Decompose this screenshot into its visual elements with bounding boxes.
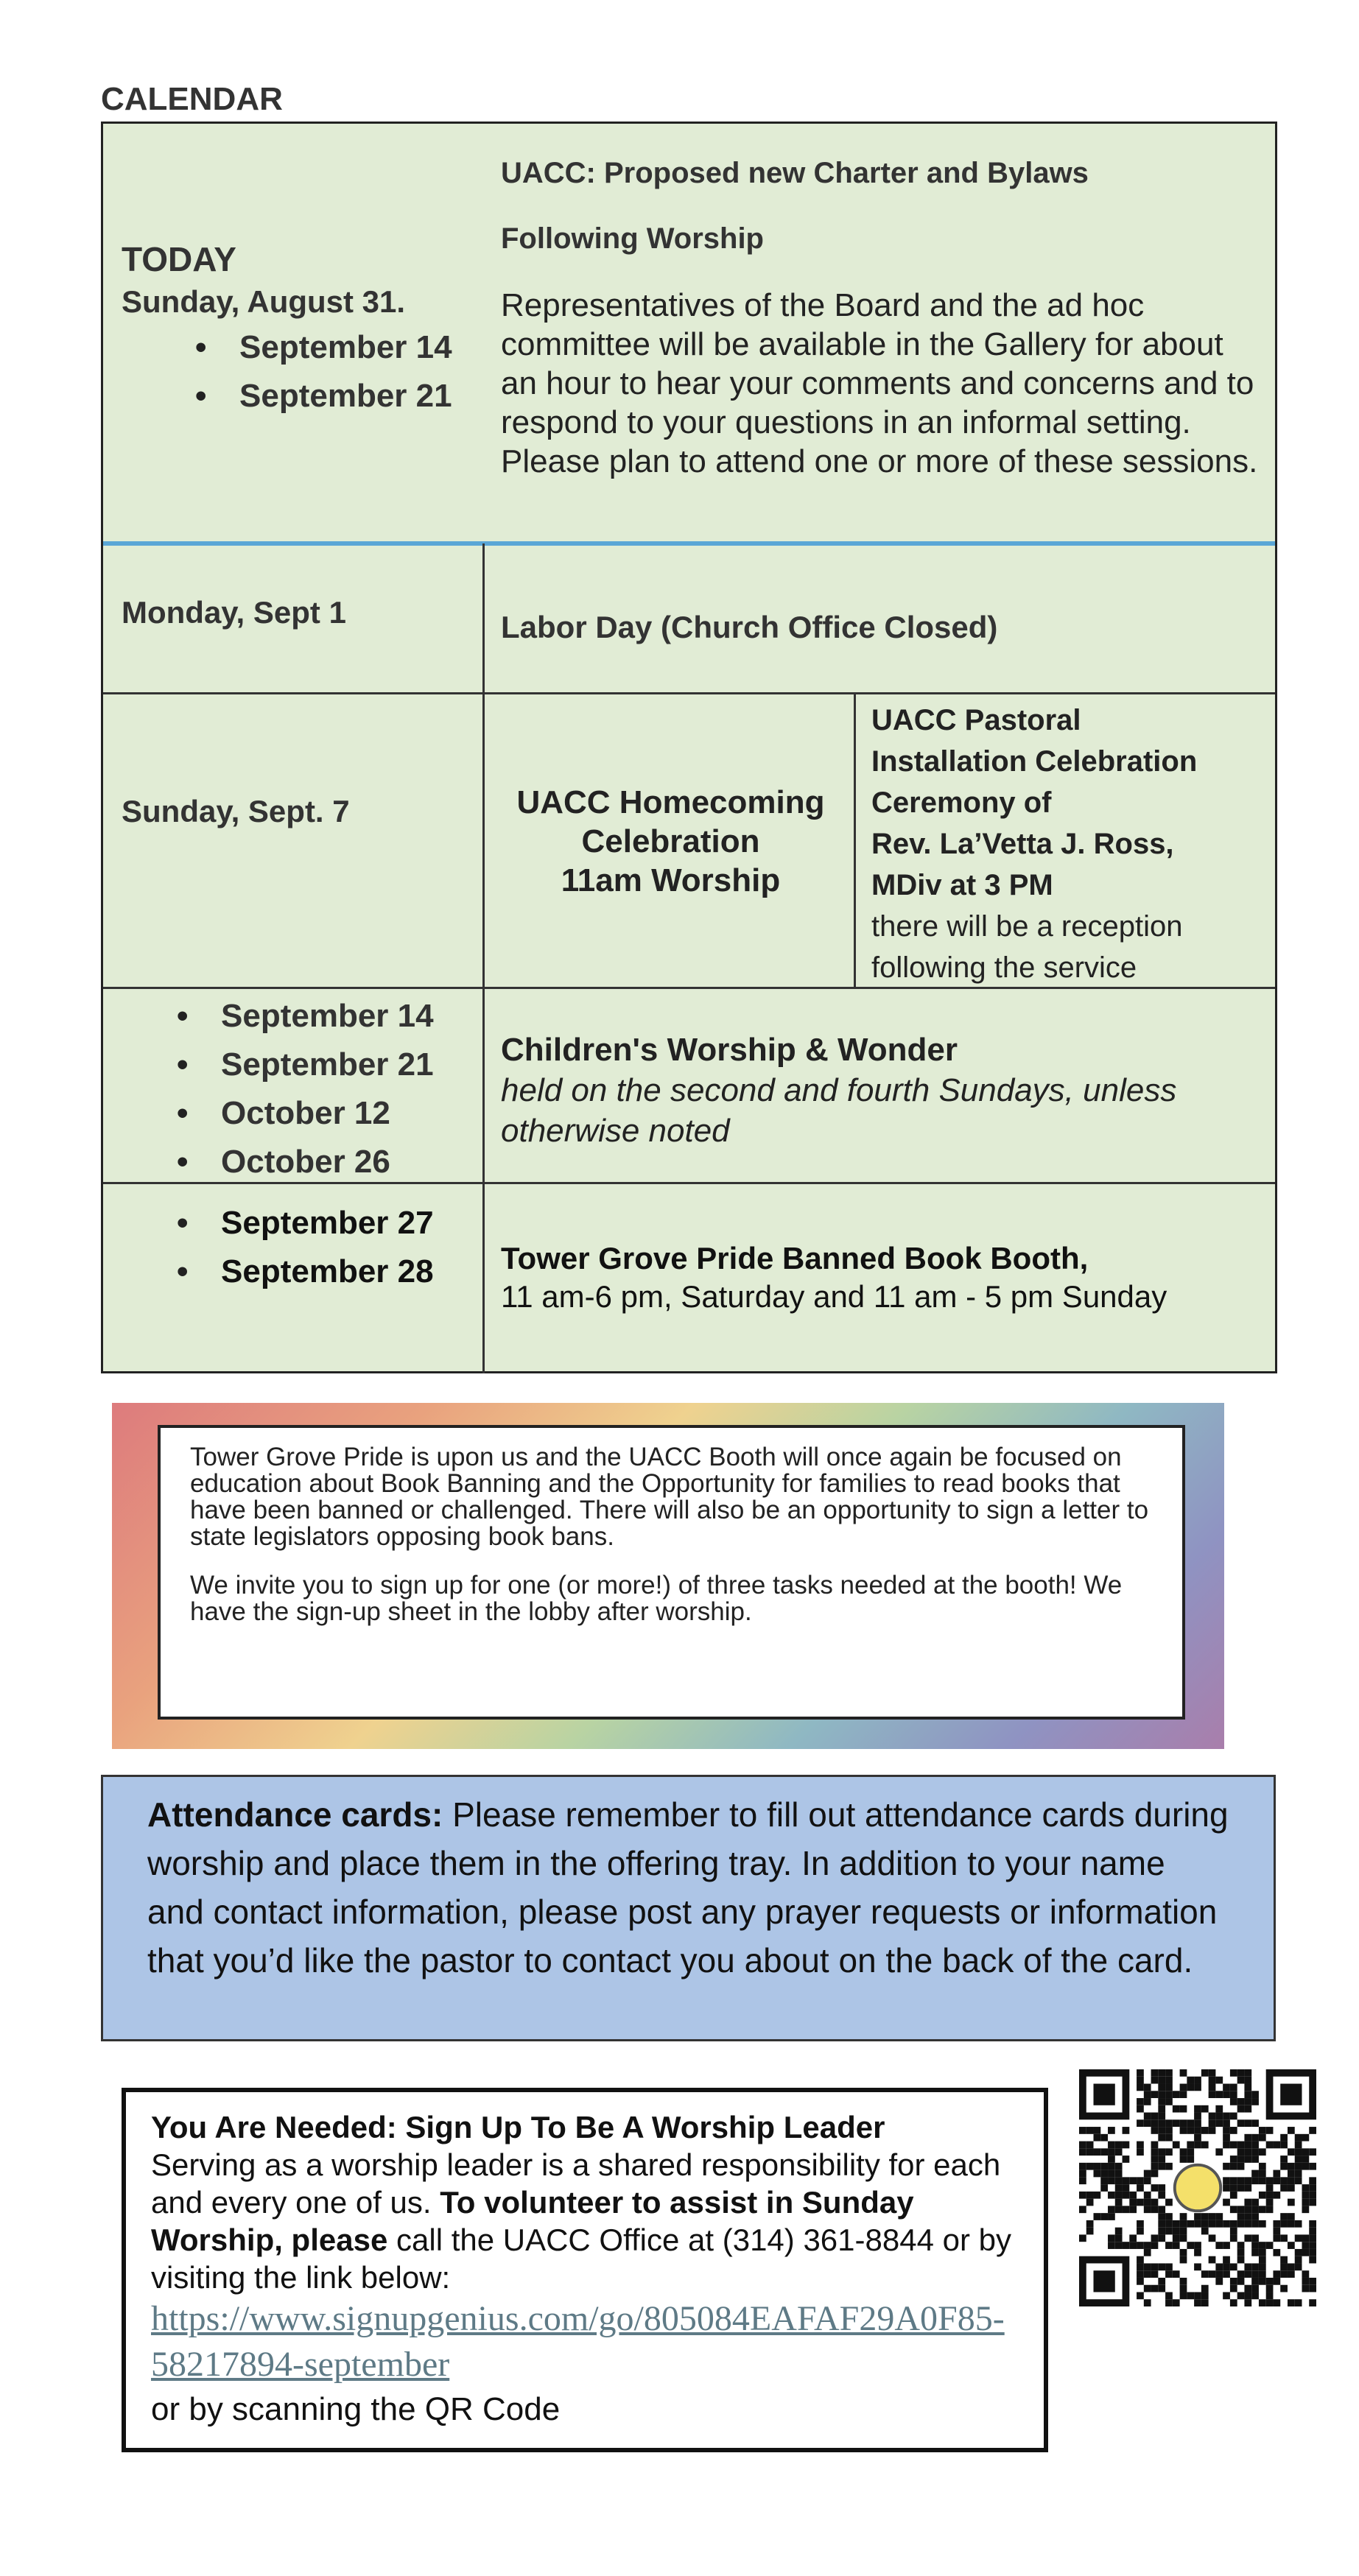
- installation-line: Installation Celebration: [871, 745, 1198, 778]
- calendar-table: [101, 122, 1277, 1373]
- pride-message-box: [158, 1425, 1185, 1720]
- installation-line: Ceremony of: [871, 786, 1052, 819]
- pride-paragraph: We invite you to sign up for one (or more!) of three tasks needed at the booth! We have the sign-up sheet in the lobby after worship.: [190, 1571, 1123, 1626]
- installation-line: UACC Pastoral: [871, 704, 1081, 736]
- charter-subtitle: Following Worship: [501, 222, 764, 255]
- list-item: • September 21: [103, 1041, 480, 1089]
- pride-booth-title: Tower Grove Pride Banned Book Booth,: [501, 1241, 1089, 1275]
- list-item: • September 14: [122, 323, 519, 372]
- list-item: • October 26: [103, 1138, 480, 1186]
- homecoming-line: 11am Worship: [561, 862, 781, 898]
- row4-date-cell: [103, 989, 480, 1186]
- row3-date: Sunday, Sept. 7: [122, 794, 350, 828]
- qr-code-graphic: [1079, 2069, 1316, 2306]
- pride-paragraph: Tower Grove Pride is upon us and the UACC Booth will once again be focused on education about Book Banning and the Opportunity for families to read books that have been banned or challenged. There will also be an opportunity to sign a letter to state legislators opposing book bans.: [190, 1443, 1149, 1551]
- worship-leader-text: call the UACC Office at (314) 361-8844 or by visiting the link below:: [151, 2223, 1011, 2295]
- installation-note: following the service: [871, 951, 1137, 984]
- calendar-heading: CALENDAR: [101, 81, 283, 117]
- homecoming-line: UACC Homecoming: [516, 784, 825, 820]
- pride-banner: [112, 1403, 1224, 1749]
- list-item: • October 12: [103, 1089, 480, 1138]
- list-item: • September 28: [103, 1247, 480, 1296]
- pride-booth-hours: 11 am-6 pm, Saturday and 11 am - 5 pm Sunday: [501, 1279, 1167, 1314]
- row5-date-cell: [103, 1199, 480, 1296]
- row4-event-cell: [501, 1030, 1260, 1151]
- worship-leader-text: Serving as a worship leader is a shared responsibility for each and every one of us.: [151, 2147, 1001, 2220]
- childrens-worship-title: Children's Worship & Wonder: [501, 1032, 958, 1068]
- worship-leader-bold: To volunteer to assist in Sunday Worship, please: [151, 2185, 914, 2257]
- row2-date: Monday, Sept 1: [122, 595, 346, 630]
- attendance-text: Please remember to fill out attendance cards during worship and place them in the offering tray. In addition to your name and contact information, please post any prayer requests or information that you’d like the pastor to contact you about on the back of the card.: [147, 1795, 1229, 1979]
- today-label: TODAY: [122, 240, 236, 278]
- list-item: • September 14: [103, 992, 480, 1041]
- list-item: • September 27: [103, 1199, 480, 1247]
- charter-body: Representatives of the Board and the ad hoc committee will be available in the Gallery for about an hour to hear your comments and concerns and to respond to your questions in an informal setting. Please plan to attend one or more of these sessions.: [501, 287, 1258, 479]
- worship-leader-box: [122, 2088, 1048, 2452]
- attendance-box: [101, 1775, 1276, 2041]
- row2-event: Labor Day (Church Office Closed): [501, 610, 998, 644]
- childrens-worship-note: held on the second and fourth Sundays, unless otherwise noted: [501, 1072, 1177, 1149]
- row4-divider: [103, 1182, 1275, 1184]
- charter-title: UACC: Proposed new Charter and Bylaws: [501, 157, 1089, 189]
- row1-divider: [103, 541, 1275, 546]
- worship-leader-body: [151, 2146, 1019, 2296]
- row2-divider: [103, 692, 1275, 694]
- installation-cell: [871, 700, 1269, 988]
- homecoming-line: Celebration: [581, 823, 760, 859]
- worship-leader-title: You Are Needed: Sign Up To Be A Worship Leader: [151, 2110, 885, 2144]
- installation-note: there will be a reception: [871, 910, 1183, 943]
- homecoming-cell: [485, 783, 857, 900]
- row1-date-list: [122, 323, 519, 420]
- column-divider: [482, 543, 485, 1373]
- row1-event-cell: [501, 153, 1260, 481]
- today-date: Sunday, August 31.: [122, 284, 406, 319]
- list-item: • September 21: [122, 372, 519, 420]
- row5-event-cell: [501, 1239, 1267, 1316]
- row5-date-list: [103, 1199, 480, 1296]
- installation-line: Rev. La’Vetta J. Ross,: [871, 828, 1174, 860]
- row1-date-cell: [122, 238, 519, 420]
- row3-inner-divider: [854, 692, 856, 987]
- qr-code[interactable]: [1079, 2069, 1316, 2306]
- attendance-label: Attendance cards:: [147, 1795, 443, 1834]
- signup-link[interactable]: https://www.signupgenius.com/go/805084EAFAF29A0F85-58217894-september: [151, 2299, 1005, 2384]
- row4-date-list: [103, 992, 480, 1186]
- qr-instruction: or by scanning the QR Code: [151, 2391, 561, 2427]
- installation-line: MDiv at 3 PM: [871, 869, 1053, 901]
